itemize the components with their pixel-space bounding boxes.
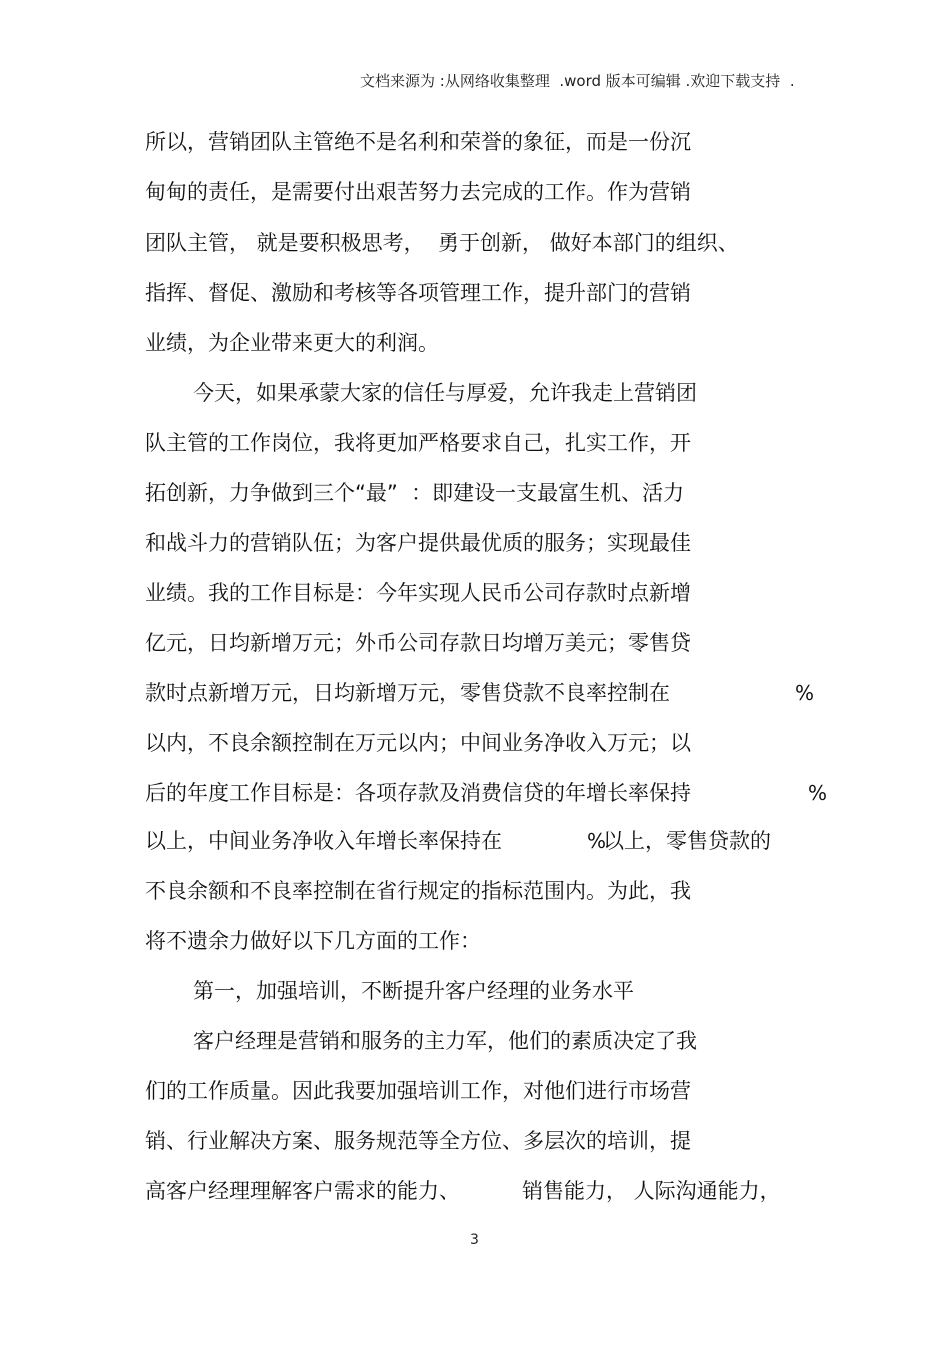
percent-sign: % bbox=[808, 781, 828, 805]
document-source-note: 文档来源为 :从网络收集整理 .word 版本可编辑 .欢迎下载支持 . bbox=[360, 72, 795, 90]
paragraph-line: 将不遗余力做好以下几方面的工作： bbox=[145, 929, 481, 953]
paragraph-line: 业绩，为企业带来更大的利润。 bbox=[145, 331, 439, 355]
paragraph-line: 以上，中间业务净收入年增长率保持在 bbox=[145, 829, 502, 853]
paragraph-line: 亿元，日均新增万元；外币公司存款日均增万美元；零售贷 bbox=[145, 631, 691, 655]
paragraph-line: 以内，不良余额控制在万元以内；中间业务净收入万元；以 bbox=[145, 731, 691, 755]
paragraph-line: 不良余额和不良率控制在省行规定的指标范围内。为此，我 bbox=[145, 879, 691, 903]
paragraph-line: 指挥、督促、激励和考核等各项管理工作，提升部门的营销 bbox=[145, 281, 691, 305]
paragraph-line: 款时点新增万元，日均新增万元，零售贷款不良率控制在 bbox=[145, 681, 670, 705]
paragraph-line: 所以，营销团队主管绝不是名利和荣誉的象征，而是一份沉 bbox=[145, 130, 691, 154]
paragraph-line: 和战斗力的营销队伍；为客户提供最优质的服务；实现最佳 bbox=[145, 531, 691, 555]
paragraph-line: 以上，零售贷款的 bbox=[603, 829, 771, 853]
paragraph-line: 甸甸的责任，是需要付出艰苦努力去完成的工作。作为营销 bbox=[145, 180, 691, 204]
paragraph-line: 队主管的工作岗位，我将更加严格要求自己，扎实工作，开 bbox=[145, 431, 691, 455]
section-heading: 第一，加强培训，不断提升客户经理的业务水平 bbox=[193, 979, 634, 1003]
paragraph-line: 后的年度工作目标是：各项存款及消费信贷的年增长率保持 bbox=[145, 781, 691, 805]
paragraph-line: 客户经理是营销和服务的主力军，他们的素质决定了我 bbox=[193, 1029, 697, 1053]
paragraph-line: 今天，如果承蒙大家的信任与厚爱，允许我走上营销团 bbox=[193, 381, 697, 405]
paragraph-line: 业绩。我的工作目标是：今年实现人民币公司存款时点新增 bbox=[145, 581, 691, 605]
paragraph-line: 高客户经理理解客户需求的能力、 bbox=[145, 1179, 460, 1203]
paragraph-line: 们的工作质量。因此我要加强培训工作，对他们进行市场营 bbox=[145, 1079, 691, 1103]
paragraph-line: 团队主管， 就是要积极思考， 勇于创新， 做好本部门的组织、 bbox=[145, 231, 739, 255]
paragraph-line: 销售能力， 人际沟通能力， bbox=[522, 1179, 781, 1203]
percent-sign: % bbox=[587, 829, 607, 853]
paragraph-line: 拓创新，力争做到三个“最” ：即建设一支最富生机、活力 bbox=[145, 481, 685, 505]
page-number: 3 bbox=[470, 1232, 479, 1248]
paragraph-line: 销、行业解决方案、服务规范等全方位、多层次的培训，提 bbox=[145, 1129, 691, 1153]
percent-sign: % bbox=[795, 681, 815, 705]
